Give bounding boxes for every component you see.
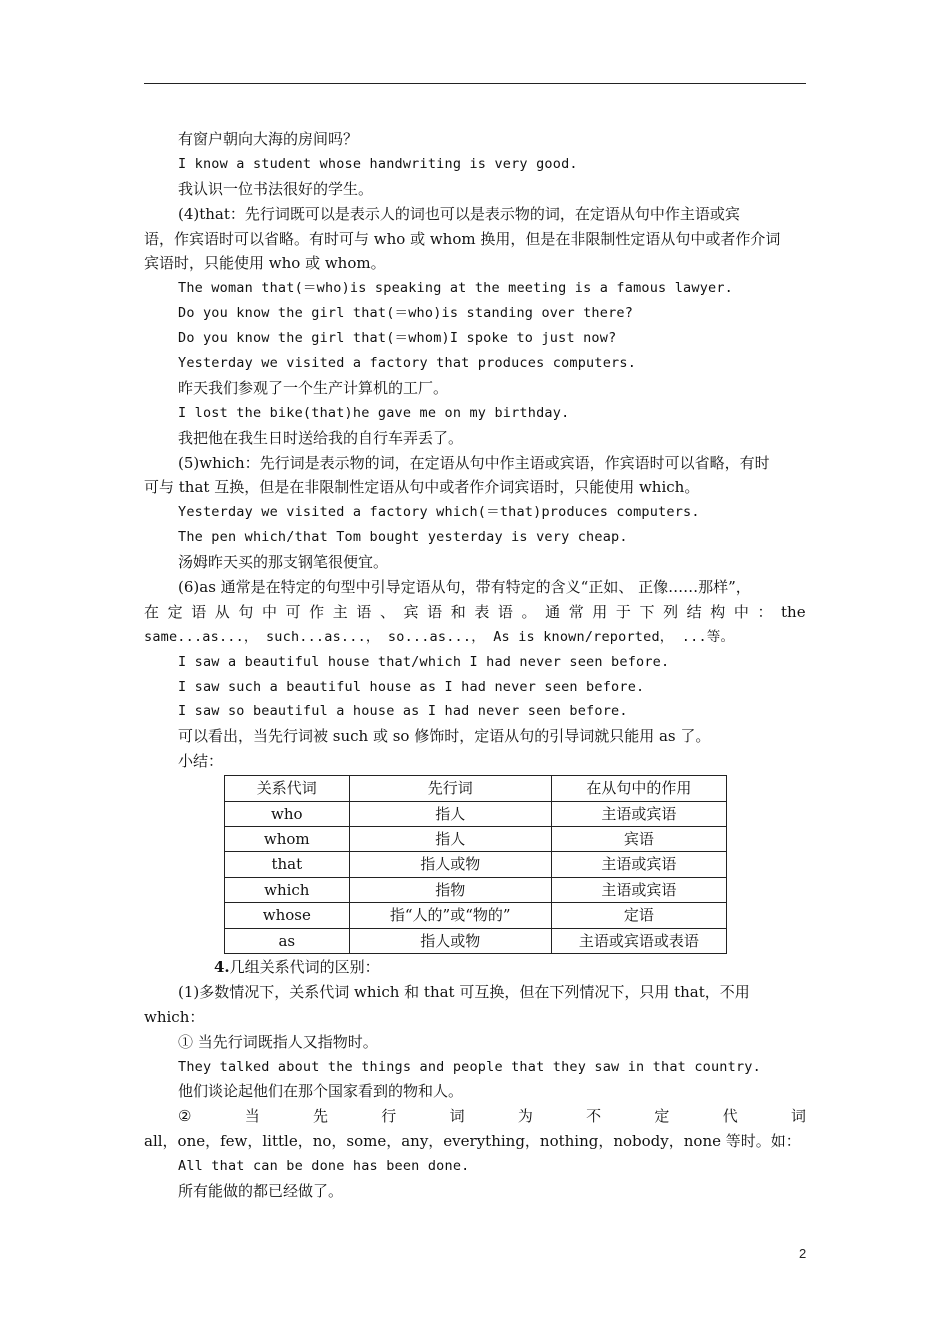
justified-token: 当: [244, 1107, 260, 1126]
text-line: 有窗户朝向大海的房间吗？: [178, 130, 359, 148]
text-line: I saw so beautiful a house as I had never seen before.: [178, 703, 628, 720]
text-line: 我认识一位书法很好的学生。: [178, 179, 374, 198]
justified-token: 中: [733, 602, 749, 621]
justified-token: 语: [497, 602, 513, 621]
text-line: ① 当先行词既指人又指物时。: [178, 1032, 378, 1051]
table-cell: that: [225, 852, 350, 877]
paragraph-block-b: [144, 625, 806, 774]
text-line: 可与 that 互换，但是在非限制性定语从句中或者作介词宾语时，只能使用 which。: [144, 478, 700, 497]
justified-token: 句: [238, 602, 254, 621]
summary-table: [224, 775, 727, 954]
text-line: I lost the bike(that)he gave me on my birthday.: [178, 404, 570, 421]
justified-token: the: [781, 602, 806, 621]
text-line: 语，作宾语时可以省略。有时可与 who 或 whom 换用，但是在非限制性定语从句中或者作介词: [144, 229, 781, 248]
text-line: They talked about the things and people that they saw in that country.: [178, 1058, 761, 1075]
text-line: (5)which：先行词是表示物的词，在定语从句中作主语或宾语，作宾语时可以省略，有时: [178, 453, 770, 472]
table-cell: 主语或宾语: [551, 801, 726, 826]
text-line: (6)as 通常是在特定的句型中引导定语从句，带有特定的含义“正如、 正像……那样”，: [178, 578, 751, 597]
table-cell: 主语或宾语: [551, 852, 726, 877]
table-cell: 指人: [349, 801, 551, 826]
justified-token: 于: [615, 602, 631, 621]
justified-token: 先: [313, 1107, 329, 1126]
table-cell: 指人或物: [349, 852, 551, 877]
justified-token: 定: [654, 1107, 670, 1126]
justified-token: 中: [261, 602, 277, 621]
text-line: same...as...， such...as...， so...as...， As is known/reported， ...等。: [144, 628, 735, 645]
table-cell: whose: [225, 903, 350, 928]
justified-token: 语: [356, 602, 372, 621]
justified-token: 主: [332, 602, 348, 621]
text-line: which：: [144, 1007, 205, 1026]
page-number: 2: [799, 1246, 807, 1261]
justified-token: 在: [144, 602, 160, 621]
table-row: [225, 826, 727, 851]
justified-line: [144, 600, 806, 625]
section-title: 几组关系代词的区别：: [229, 958, 380, 976]
table-header-cell: 先行词: [349, 776, 551, 801]
justified-token: 代: [722, 1107, 738, 1126]
text-line: (1)多数情况下，关系代词 which 和 that 可互换，但在下列情况下，只用 that，不用: [178, 982, 750, 1001]
justified-token: 语: [427, 602, 443, 621]
text-line: (4)that：先行词既可以是表示人的词也可以是表示物的词，在定语从句中作主语或宾: [178, 204, 740, 223]
text-line: Do you know the girl that(＝whom)I spoke to just now?: [178, 330, 617, 347]
paragraph-block-c: [144, 980, 806, 1104]
table-header-cell: 关系代词: [225, 776, 350, 801]
table-row: [225, 801, 727, 826]
text-line: 汤姆昨天买的那支钢笔很便宜。: [178, 553, 389, 572]
section-heading: [144, 955, 806, 980]
table-cell: 宾语: [551, 826, 726, 851]
justified-line: [144, 1104, 806, 1129]
text-line: Yesterday we visited a factory that produces computers.: [178, 355, 637, 372]
justified-token: 。: [521, 602, 537, 621]
table-cell: as: [225, 928, 350, 953]
text-line: I saw such a beautiful house as I had never seen before.: [178, 678, 645, 695]
table-cell: 指“人的”或“物的”: [349, 903, 551, 928]
paragraph-block-a: [144, 127, 806, 600]
text-line: 小结：: [178, 752, 224, 771]
table-cell: who: [225, 801, 350, 826]
text-line: I saw a beautiful house that/which I had never seen before.: [178, 653, 670, 670]
text-line: 我把他在我生日时送给我的自行车弄丢了。: [178, 428, 464, 447]
text-line: The woman that(＝who)is speaking at the meeting is a famous lawyer.: [178, 280, 733, 297]
justified-token: 作: [309, 602, 325, 621]
justified-token: 为: [517, 1107, 533, 1126]
header-rule: [144, 83, 806, 84]
text-line: 他们谈论起他们在那个国家看到的物和人。: [178, 1082, 464, 1101]
text-line: 昨天我们参观了一个生产计算机的工厂。: [178, 378, 449, 397]
table-cell: 主语或宾语或表语: [551, 928, 726, 953]
justified-token: 和: [450, 602, 466, 621]
table-row: [225, 852, 727, 877]
justified-token: 构: [710, 602, 726, 621]
justified-token: 、: [379, 602, 395, 621]
section-number: 4.: [214, 958, 230, 976]
paragraph-block-d: [144, 1129, 806, 1204]
table-row: [225, 877, 727, 902]
table-cell: 指人或物: [349, 928, 551, 953]
justified-token: 列: [663, 602, 679, 621]
table-cell: 指物: [349, 877, 551, 902]
justified-token: ②: [178, 1107, 192, 1126]
justified-token: 下: [639, 602, 655, 621]
justified-token: 词: [790, 1107, 806, 1126]
text-line: Do you know the girl that(＝who)is standing over there?: [178, 305, 634, 322]
justified-token: 定: [167, 602, 183, 621]
justified-token: 可: [285, 602, 301, 621]
text-line: Yesterday we visited a factory which(＝that)produces computers.: [178, 504, 700, 521]
justified-token: 语: [191, 602, 207, 621]
table-header-cell: 在从句中的作用: [551, 776, 726, 801]
justified-token: 从: [214, 602, 230, 621]
text-line: 宾语时，只能使用 who 或 whom。: [144, 254, 386, 273]
text-line: I know a student whose handwriting is very good.: [178, 155, 578, 172]
justified-token: 结: [686, 602, 702, 621]
justified-token: 表: [474, 602, 490, 621]
table-cell: whom: [225, 826, 350, 851]
text-line: 可以看出，当先行词被 such 或 so 修饰时，定语从句的引导词就只能用 as 了。: [178, 727, 711, 746]
text-line: all，one，few，little，no，some，any，everything，nothing，nobody，none 等时。如：: [144, 1132, 801, 1151]
text-line: The pen which/that Tom bought yesterday is very cheap.: [178, 529, 628, 546]
table-cell: 主语或宾语: [551, 877, 726, 902]
justified-token: 宾: [403, 602, 419, 621]
justified-token: 不: [586, 1107, 602, 1126]
justified-token: 词: [449, 1107, 465, 1126]
table-cell: 定语: [551, 903, 726, 928]
document-body: [144, 127, 806, 1204]
justified-token: 常: [568, 602, 584, 621]
table-cell: 指人: [349, 826, 551, 851]
table-header-row: [225, 776, 727, 801]
justified-token: ：: [757, 602, 773, 621]
text-line: All that can be done has been done.: [178, 1158, 470, 1175]
justified-token: 行: [381, 1107, 397, 1126]
table-row: [225, 928, 727, 953]
table-cell: which: [225, 877, 350, 902]
text-line: 所有能做的都已经做了。: [178, 1182, 344, 1201]
justified-token: 通: [545, 602, 561, 621]
justified-token: 用: [592, 602, 608, 621]
table-row: [225, 903, 727, 928]
